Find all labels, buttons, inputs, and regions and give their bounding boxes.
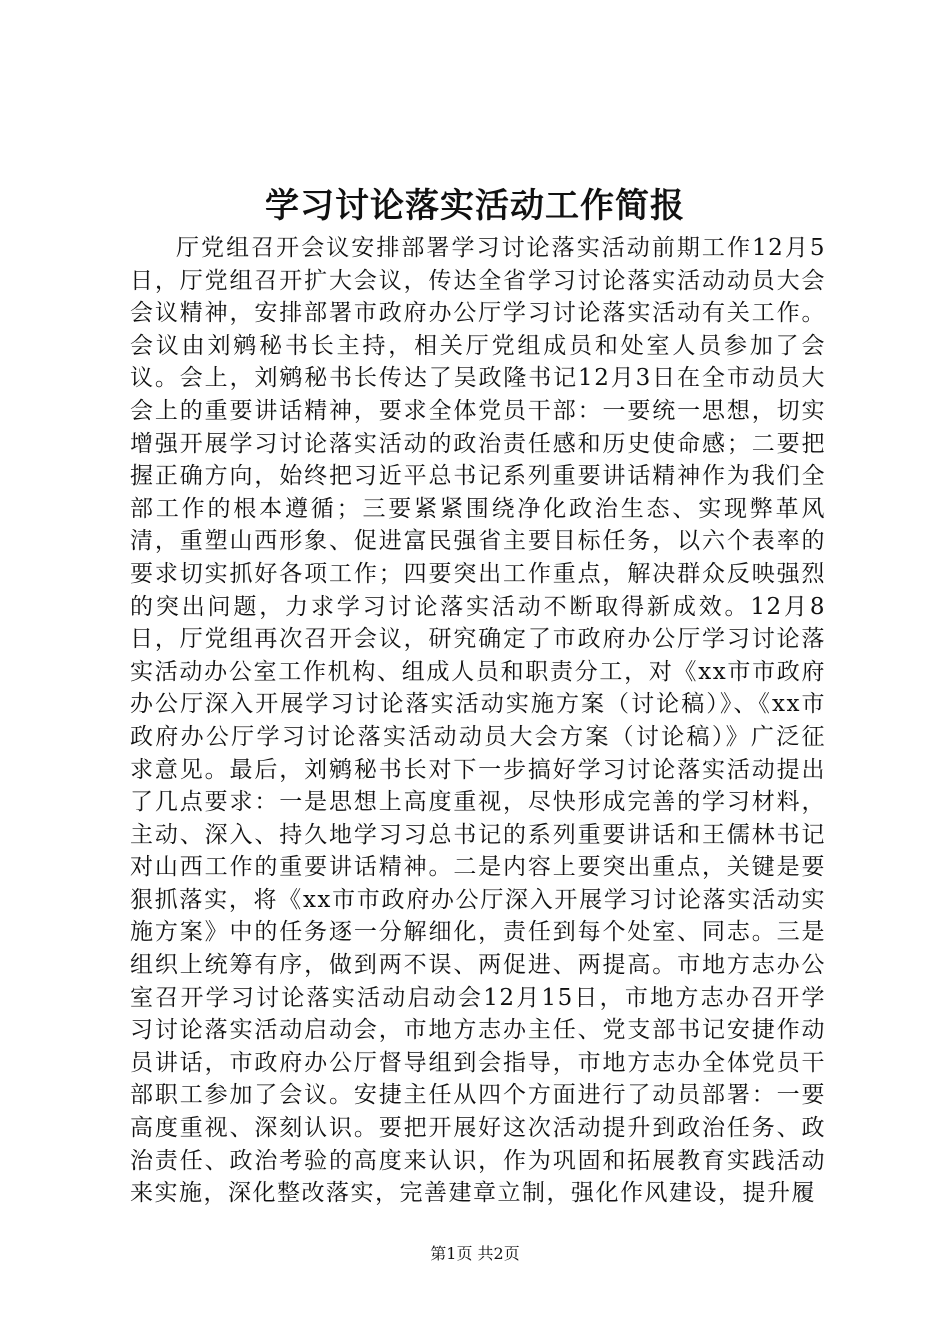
document-title: 学习讨论落实活动工作简报 — [265, 186, 685, 226]
document-body: 厅党组召开会议安排部署学习讨论落实活动前期工作12月5日，厅党组召开扩大会议，传达全省学习讨论落实活动动员大会会议精神，安排部署市政府办公厅学习讨论落实活动有关工作。会议由刘鹓秘书长主持，相关厅党组成员和处室人员参加了会议。会上，刘鹓秘书长传达了吴政隆书记12月3日在全市动员大会上的重要讲话精神，要求全体党员干部：一要统一思想，切实增强开展学习讨论落实活动的政治责任感和历史使命感；二要把握正确方向，始终把习近平总书记系列重要讲话精神作为我们全部工作的根本遵循；三要紧紧围绕净化政治生态、实现弊革风清，重塑山西形象、促进富民强省主要目标任务，以六个表率的要求切实抓好各项工作；四要突出工作重点，解决群众反映强烈的突出问题，力求学习讨论落实活动不断取得新成效。12月8日，厅党组再次召开会议，研究确定了市政府办公厅学习讨论落实活动办公室工作机构、组成人员和职责分工，对《xx市市政府办公厅深入开展学习讨论落实活动实施方案（讨论稿）》、《xx市政府办公厅学习讨论落实活动动员大会方案（讨论稿）》广泛征求意见。最后，刘鹓秘书长对下一步搞好学习讨论落实活动提出了几点要求：一是思想上高度重视，尽快形成完善的学习材料，主动、深入、持久地学习习总书记的系列重要讲话和王儒林书记对山西工作的重要讲话精神。二是内容上要突出重点，关键是要狠抓落实，将《xx市市政府办公厅深入开展学习讨论落实活动实施方案》中的任务逐一分解细化，责任到每个处室、同志。三是组织上统筹有序，做到两不误、两促进、两提高。市地方志办公室召开学习讨论落实活动启动会12月15日，市地方志办召开学习讨论落实活动启动会，市地方志办主任、党支部书记安捷作动员讲话，市政府办公厅督导组到会指导，市地方志办全体党员干部职工参加了会议。安捷主任从四个方面进行了动员部署：一要高度重视、深刻认识。要把开展好这次活动提升到政治任务、政治责任、政治考验的高度来认识，作为巩固和拓展教育实践活动来实施，深化整改落实，完善建章立制，强化作风建设，提升履 — [130, 235, 826, 1207]
page-footer: 第1页 共2页 — [430, 1244, 520, 1263]
